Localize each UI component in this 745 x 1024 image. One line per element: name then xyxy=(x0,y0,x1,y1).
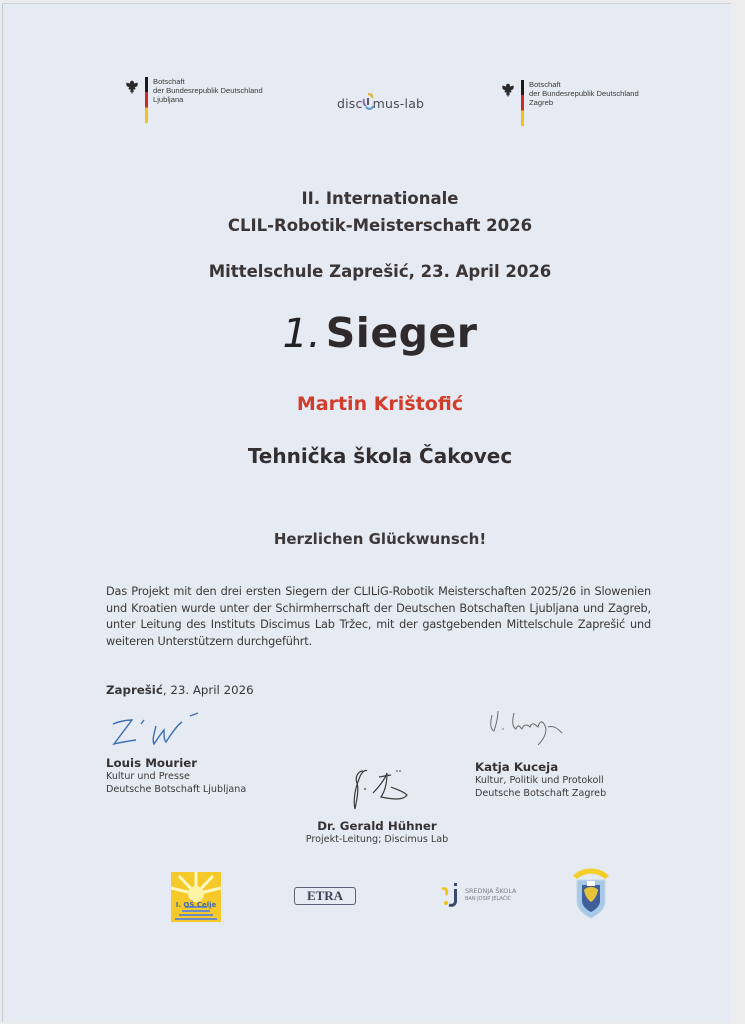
embassy-zagreb-line3: Zagreb xyxy=(529,98,554,107)
german-flag-bar xyxy=(521,80,524,126)
event-venue-date: Mittelschule Zaprešić, 23. April 2026 xyxy=(208,262,552,281)
signatory-louis-mourier xyxy=(106,756,246,796)
partner-logo-ss-ban-josip-jelacic xyxy=(440,881,516,909)
partner-logo-coat-of-arms xyxy=(571,866,611,924)
event-title-line2: CLIL-Robotik-Meisterschaft 2026 xyxy=(227,216,533,235)
os-celje-label: I. OŠ Celje xyxy=(175,901,217,909)
date: , 23. April 2026 xyxy=(162,683,254,697)
signatory-gerald-huehner xyxy=(288,819,466,846)
certificate-page xyxy=(2,3,731,1022)
signature-katja-kuceja xyxy=(484,705,574,750)
place-date xyxy=(106,683,254,697)
event-title-line1: II. Internationale xyxy=(301,189,459,208)
sj-logo-icon xyxy=(440,881,462,909)
signature-louis-mourier xyxy=(108,712,203,752)
winner-school: Tehnička škola Čakovec xyxy=(247,444,513,468)
etra-logo-icon: ETRA xyxy=(306,888,344,903)
embassy-ljubljana-logo xyxy=(123,77,263,123)
congratulations-text: Herzlichen Glückwunsch! xyxy=(273,530,487,548)
embassy-ljubljana-line1: Botschaft xyxy=(153,77,185,86)
federal-eagle-icon xyxy=(499,82,517,100)
discimus-figure-icon xyxy=(363,97,373,111)
sun-stairs-logo-icon xyxy=(171,872,221,922)
embassy-zagreb-logo xyxy=(499,80,639,126)
embassy-ljubljana-line3: Ljubljana xyxy=(153,95,184,104)
signatory-org: Deutsche Botschaft Ljubljana xyxy=(106,784,247,795)
signatory-org: Deutsche Botschaft Zagreb xyxy=(475,788,607,799)
scan-edge xyxy=(730,0,745,1024)
signatory-role: Projekt-Leitung; Discimus Lab xyxy=(305,834,449,845)
embassy-zagreb-line1: Botschaft xyxy=(529,80,561,89)
signatory-name: Louis Mourier xyxy=(106,756,198,770)
ss-label-line2: BAN JOSIP JELAČIĆ xyxy=(465,896,512,902)
award-place-handwritten: 1. xyxy=(282,311,321,357)
partner-logo-os-celje xyxy=(171,872,221,922)
signatory-role: Kultur und Presse xyxy=(106,771,190,782)
signature-gerald-huehner xyxy=(345,765,415,815)
discimus-prefix: disc xyxy=(337,96,363,111)
signatory-role: Kultur, Politik und Protokoll xyxy=(475,775,604,786)
coat-of-arms-icon xyxy=(571,866,611,920)
winner-name: Martin Krištofić xyxy=(296,393,464,415)
ss-label-line1: SREDNJA ŠKOLA xyxy=(465,887,517,895)
partner-logo-etra xyxy=(294,887,356,905)
german-flag-bar xyxy=(145,77,148,123)
embassy-ljubljana-line2: der Bundesrepublik Deutschland xyxy=(153,86,263,95)
signatory-name: Dr. Gerald Hühner xyxy=(317,819,437,833)
federal-eagle-icon xyxy=(123,79,141,97)
award-heading xyxy=(0,309,745,357)
discimus-lab-logo xyxy=(337,96,424,111)
signatory-katja-kuceja xyxy=(475,760,606,800)
award-label: Sieger xyxy=(325,309,478,357)
signatory-name: Katja Kuceja xyxy=(475,760,559,774)
discimus-suffix: mus-lab xyxy=(372,96,425,111)
place: Zaprešić xyxy=(106,683,163,697)
embassy-zagreb-line2: der Bundesrepublik Deutschland xyxy=(529,89,639,98)
project-description: Das Projekt mit den drei ersten Siegern der CLILiG-Robotik Meisterschaften 2025/26 in Slowenien und Kroatien wurde unter der Schirmherrschaft der Deutschen Botschaften Ljubljana und Zagreb, unter Leitung des Instituts Discimus Lab Tržec, mit der gastgebenden Mittelschule Zaprešić und weiteren Unterstützern durchgeführt. xyxy=(106,585,651,648)
